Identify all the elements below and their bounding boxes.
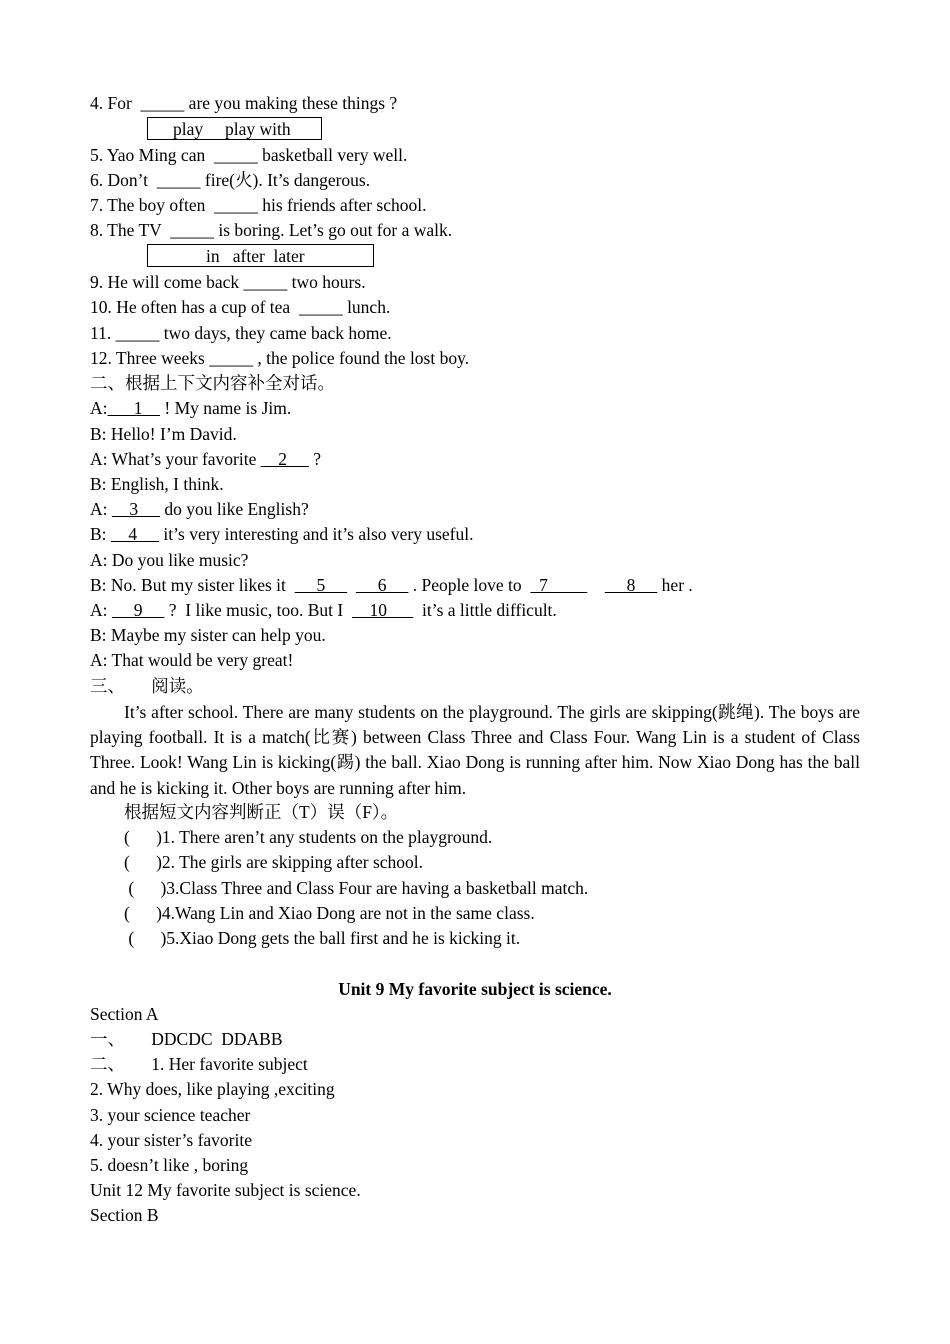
tf-item-1: ( )1. There aren’t any students on the playground. (124, 827, 493, 847)
blank-2: 2 (260, 449, 309, 469)
dialogue-heading: 二、根据上下文内容补全对话。 (90, 373, 335, 393)
question-12: 12. Three weeks _____ , the police found the lost boy. (90, 348, 470, 368)
blank-1: 1 (107, 398, 160, 418)
dialogue-line-8 (90, 573, 693, 598)
question-8: 8. The TV _____ is boring. Let’s go out for a walk. (90, 220, 453, 240)
section-b-label: Section B (90, 1205, 159, 1225)
tf-item-2: ( )2. The girls are skipping after school. (124, 852, 424, 872)
question-6: 6. Don’t _____ fire(火). It’s dangerous. (90, 170, 371, 190)
dialogue-line-3 (90, 447, 321, 472)
blank-3: 3 (111, 499, 160, 519)
unit-9-title: Unit 9 My favorite subject is science. (338, 979, 612, 999)
reading-heading: 三、 阅读。 (90, 676, 204, 696)
line-text: do you like English? (160, 499, 309, 519)
tf-item-4: ( )4.Wang Lin and Xiao Dong are not in the same class. (124, 903, 535, 923)
speaker-label: A: (90, 600, 112, 620)
dialogue-line-10: B: Maybe my sister can help you. (90, 625, 326, 645)
line-text: ? (308, 449, 322, 469)
tf-item-5: ( )5.Xiao Dong gets the ball first and he is kicking it. (124, 928, 521, 948)
line-text: B: No. But my sister likes it (90, 575, 295, 595)
dialogue-line-7: A: Do you like music? (90, 550, 249, 570)
speaker-label: A: (90, 499, 112, 519)
answer-line-2: 二、 1. Her favorite subject (90, 1054, 308, 1074)
question-7: 7. The boy often _____ his friends after school. (90, 195, 427, 215)
reading-passage: It’s after school. There are many students on the playground. The girls are skipping(跳绳). The boys are playing football. It is a match(比赛) between Class Three and Class Four. Wang Lin is a student of Class Three. Look! Wang Lin is kicking(踢) the ball. Xiao Dong is running after him. Now Xiao Dong has the ball and he is kicking it. Other boys are running after him. (90, 702, 860, 798)
blank-4: 4 (110, 524, 160, 544)
blank-6: 6 (355, 575, 409, 595)
line-text: her . (657, 575, 693, 595)
unit-12-heading: Unit 12 My favorite subject is science. (90, 1180, 361, 1200)
tf-instruction: 根据短文内容判断正（T）误（F）。 (124, 802, 399, 822)
blank-10: 10 (352, 600, 414, 620)
dialogue-line-5 (90, 497, 309, 522)
line-text: it’s a little difficult. (413, 600, 557, 620)
blank-8: 8 (604, 575, 658, 595)
dialogue-line-6 (90, 522, 474, 547)
blank-9: 9 (111, 600, 165, 620)
question-10: 10. He often has a cup of tea _____ lunch. (90, 297, 391, 317)
answer-line-4: 3. your science teacher (90, 1105, 251, 1125)
dialogue-line-9 (90, 598, 557, 623)
speaker-label: B: (90, 524, 111, 544)
answer-line-3: 2. Why does, like playing ,exciting (90, 1079, 335, 1099)
dialogue-line-1 (90, 396, 291, 421)
answer-line-5: 4. your sister’s favorite (90, 1130, 253, 1150)
question-11: 11. _____ two days, they came back home. (90, 323, 392, 343)
answer-line-1: 一、 DDCDC DDABB (90, 1029, 283, 1049)
line-text: . People love to (408, 575, 531, 595)
speaker-label: A: (90, 398, 108, 418)
tf-item-3: ( )3.Class Three and Class Four are having a basketball match. (124, 878, 589, 898)
blank-5: 5 (294, 575, 348, 595)
dialogue-line-4: B: English, I think. (90, 474, 224, 494)
dialogue-line-11: A: That would be very great! (90, 650, 294, 670)
dialogue-line-2: B: Hello! I’m David. (90, 424, 237, 444)
section-a-label: Section A (90, 1004, 159, 1024)
word-box-play: play play with (147, 117, 322, 140)
line-text: A: What’s your favorite (90, 449, 261, 469)
line-text: ? I like music, too. But I (164, 600, 352, 620)
question-9: 9. He will come back _____ two hours. (90, 272, 366, 292)
line-text: ! My name is Jim. (160, 398, 292, 418)
answer-line-6: 5. doesn’t like , boring (90, 1155, 249, 1175)
word-box-in-after-later: in after later (147, 244, 374, 267)
question-5: 5. Yao Ming can _____ basketball very well. (90, 145, 408, 165)
line-text: it’s very interesting and it’s also very useful. (159, 524, 474, 544)
question-4: 4. For _____ are you making these things ? (90, 93, 398, 113)
blank-7: 7 (530, 575, 588, 595)
